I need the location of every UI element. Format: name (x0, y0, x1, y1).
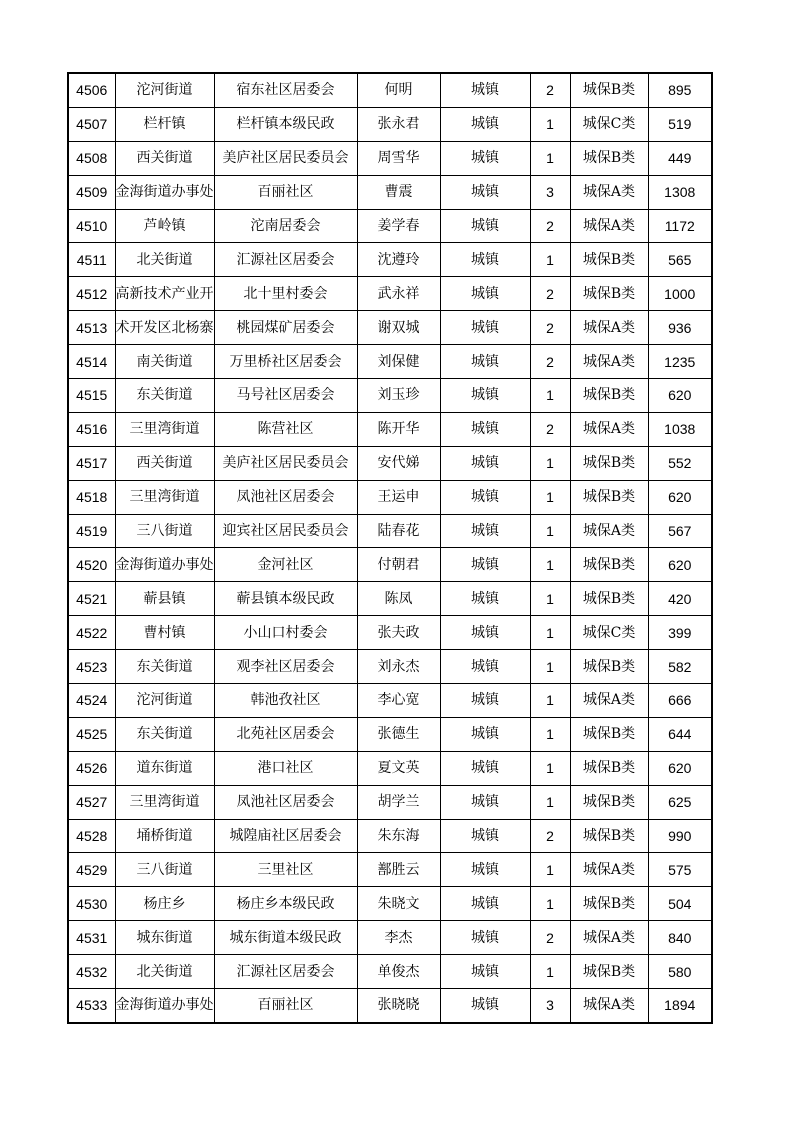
amount-cell: 580 (648, 955, 712, 989)
row-id-cell: 4525 (68, 717, 115, 751)
area-type-cell: 城镇 (440, 684, 530, 718)
household-count-cell: 2 (530, 73, 570, 107)
amount-cell: 1038 (648, 412, 712, 446)
community-cell: 马号社区居委会 (214, 379, 357, 413)
person-name-cell: 张永君 (357, 107, 440, 141)
category-cell: 城保A类 (570, 412, 648, 446)
row-id-cell: 4524 (68, 684, 115, 718)
person-name-cell: 何明 (357, 73, 440, 107)
community-cell: 北苑社区居委会 (214, 717, 357, 751)
category-cell: 城保A类 (570, 345, 648, 379)
amount-cell: 840 (648, 921, 712, 955)
amount-cell: 620 (648, 548, 712, 582)
table-row (68, 785, 712, 819)
area-type-cell: 城镇 (440, 107, 530, 141)
amount-cell: 990 (648, 819, 712, 853)
street-cell: 西关街道 (115, 446, 214, 480)
street-cell: 东关街道 (115, 379, 214, 413)
household-count-cell: 2 (530, 209, 570, 243)
category-cell: 城保C类 (570, 616, 648, 650)
person-name-cell: 武永祥 (357, 277, 440, 311)
category-cell: 城保B类 (570, 582, 648, 616)
street-cell: 术开发区北杨寨 (115, 311, 214, 345)
community-cell: 美庐社区居民委员会 (214, 446, 357, 480)
category-cell: 城保B类 (570, 379, 648, 413)
category-cell: 城保B类 (570, 243, 648, 277)
category-cell: 城保B类 (570, 751, 648, 785)
household-count-cell: 1 (530, 480, 570, 514)
area-type-cell: 城镇 (440, 311, 530, 345)
amount-cell: 1235 (648, 345, 712, 379)
community-cell: 美庐社区居民委员会 (214, 141, 357, 175)
community-cell: 三里社区 (214, 853, 357, 887)
community-cell: 城东街道本级民政 (214, 921, 357, 955)
household-count-cell: 3 (530, 175, 570, 209)
row-id-cell: 4507 (68, 107, 115, 141)
area-type-cell: 城镇 (440, 73, 530, 107)
category-cell: 城保A类 (570, 853, 648, 887)
person-name-cell: 张德生 (357, 717, 440, 751)
row-id-cell: 4506 (68, 73, 115, 107)
table-row (68, 277, 712, 311)
category-cell: 城保B类 (570, 141, 648, 175)
community-cell: 百丽社区 (214, 989, 357, 1023)
category-cell: 城保B类 (570, 650, 648, 684)
row-id-cell: 4519 (68, 514, 115, 548)
community-cell: 桃园煤矿居委会 (214, 311, 357, 345)
household-count-cell: 1 (530, 955, 570, 989)
street-cell: 三八街道 (115, 853, 214, 887)
row-id-cell: 4509 (68, 175, 115, 209)
category-cell: 城保B类 (570, 955, 648, 989)
household-count-cell: 2 (530, 819, 570, 853)
household-count-cell: 1 (530, 243, 570, 277)
person-name-cell: 朱东海 (357, 819, 440, 853)
person-name-cell: 陆春花 (357, 514, 440, 548)
household-count-cell: 1 (530, 582, 570, 616)
row-id-cell: 4531 (68, 921, 115, 955)
table-row (68, 548, 712, 582)
category-cell: 城保A类 (570, 209, 648, 243)
area-type-cell: 城镇 (440, 243, 530, 277)
person-name-cell: 胡学兰 (357, 785, 440, 819)
area-type-cell: 城镇 (440, 717, 530, 751)
row-id-cell: 4522 (68, 616, 115, 650)
community-cell: 百丽社区 (214, 175, 357, 209)
person-name-cell: 刘保健 (357, 345, 440, 379)
household-count-cell: 2 (530, 277, 570, 311)
amount-cell: 519 (648, 107, 712, 141)
row-id-cell: 4532 (68, 955, 115, 989)
community-cell: 汇源社区居委会 (214, 243, 357, 277)
area-type-cell: 城镇 (440, 141, 530, 175)
table-row (68, 379, 712, 413)
row-id-cell: 4515 (68, 379, 115, 413)
household-count-cell: 1 (530, 446, 570, 480)
street-cell: 东关街道 (115, 717, 214, 751)
household-count-cell: 1 (530, 785, 570, 819)
household-count-cell: 2 (530, 345, 570, 379)
table-row (68, 345, 712, 379)
person-name-cell: 鄯胜云 (357, 853, 440, 887)
person-name-cell: 张晓晓 (357, 989, 440, 1023)
household-count-cell: 1 (530, 853, 570, 887)
row-id-cell: 4510 (68, 209, 115, 243)
person-name-cell: 沈遵玲 (357, 243, 440, 277)
community-cell: 凤池社区居委会 (214, 785, 357, 819)
row-id-cell: 4528 (68, 819, 115, 853)
area-type-cell: 城镇 (440, 955, 530, 989)
amount-cell: 565 (648, 243, 712, 277)
row-id-cell: 4529 (68, 853, 115, 887)
table-row (68, 480, 712, 514)
household-count-cell: 1 (530, 887, 570, 921)
area-type-cell: 城镇 (440, 209, 530, 243)
table-row (68, 446, 712, 480)
street-cell: 埇桥街道 (115, 819, 214, 853)
person-name-cell: 单俊杰 (357, 955, 440, 989)
table-body (68, 73, 712, 1023)
street-cell: 三八街道 (115, 514, 214, 548)
household-count-cell: 1 (530, 751, 570, 785)
area-type-cell: 城镇 (440, 514, 530, 548)
category-cell: 城保B类 (570, 446, 648, 480)
table-row (68, 209, 712, 243)
area-type-cell: 城镇 (440, 548, 530, 582)
street-cell: 沱河街道 (115, 73, 214, 107)
community-cell: 北十里村委会 (214, 277, 357, 311)
table-row (68, 141, 712, 175)
amount-cell: 936 (648, 311, 712, 345)
person-name-cell: 朱晓文 (357, 887, 440, 921)
street-cell: 城东街道 (115, 921, 214, 955)
area-type-cell: 城镇 (440, 175, 530, 209)
person-name-cell: 陈开华 (357, 412, 440, 446)
community-cell: 蕲县镇本级民政 (214, 582, 357, 616)
street-cell: 沱河街道 (115, 684, 214, 718)
category-cell: 城保C类 (570, 107, 648, 141)
category-cell: 城保A类 (570, 684, 648, 718)
category-cell: 城保B类 (570, 480, 648, 514)
row-id-cell: 4527 (68, 785, 115, 819)
amount-cell: 449 (648, 141, 712, 175)
person-name-cell: 李杰 (357, 921, 440, 955)
area-type-cell: 城镇 (440, 379, 530, 413)
amount-cell: 666 (648, 684, 712, 718)
area-type-cell: 城镇 (440, 446, 530, 480)
row-id-cell: 4516 (68, 412, 115, 446)
household-count-cell: 1 (530, 107, 570, 141)
household-count-cell: 2 (530, 412, 570, 446)
category-cell: 城保A类 (570, 175, 648, 209)
street-cell: 西关街道 (115, 141, 214, 175)
category-cell: 城保B类 (570, 819, 648, 853)
row-id-cell: 4523 (68, 650, 115, 684)
community-cell: 杨庄乡本级民政 (214, 887, 357, 921)
community-cell: 港口社区 (214, 751, 357, 785)
category-cell: 城保A类 (570, 311, 648, 345)
community-cell: 观李社区居委会 (214, 650, 357, 684)
table-row (68, 616, 712, 650)
category-cell: 城保B类 (570, 548, 648, 582)
area-type-cell: 城镇 (440, 277, 530, 311)
person-name-cell: 张夫政 (357, 616, 440, 650)
amount-cell: 1308 (648, 175, 712, 209)
street-cell: 杨庄乡 (115, 887, 214, 921)
row-id-cell: 4526 (68, 751, 115, 785)
person-name-cell: 刘永杰 (357, 650, 440, 684)
table-row (68, 107, 712, 141)
category-cell: 城保B类 (570, 785, 648, 819)
table-row (68, 921, 712, 955)
community-cell: 宿东社区居委会 (214, 73, 357, 107)
household-count-cell: 1 (530, 717, 570, 751)
household-count-cell: 3 (530, 989, 570, 1023)
household-count-cell: 1 (530, 141, 570, 175)
table-row (68, 819, 712, 853)
street-cell: 北关街道 (115, 955, 214, 989)
row-id-cell: 4514 (68, 345, 115, 379)
person-name-cell: 谢双城 (357, 311, 440, 345)
area-type-cell: 城镇 (440, 989, 530, 1023)
amount-cell: 575 (648, 853, 712, 887)
table-row (68, 175, 712, 209)
amount-cell: 620 (648, 480, 712, 514)
table-row (68, 311, 712, 345)
table-row (68, 717, 712, 751)
row-id-cell: 4508 (68, 141, 115, 175)
street-cell: 高新技术产业开 (115, 277, 214, 311)
amount-cell: 582 (648, 650, 712, 684)
row-id-cell: 4513 (68, 311, 115, 345)
household-count-cell: 1 (530, 514, 570, 548)
amount-cell: 620 (648, 751, 712, 785)
household-count-cell: 1 (530, 379, 570, 413)
street-cell: 道东街道 (115, 751, 214, 785)
community-cell: 迎宾社区居民委员会 (214, 514, 357, 548)
street-cell: 金海街道办事处 (115, 989, 214, 1023)
community-cell: 城隍庙社区居委会 (214, 819, 357, 853)
row-id-cell: 4520 (68, 548, 115, 582)
community-cell: 沱南居委会 (214, 209, 357, 243)
household-count-cell: 1 (530, 684, 570, 718)
category-cell: 城保B类 (570, 717, 648, 751)
row-id-cell: 4511 (68, 243, 115, 277)
table-row (68, 514, 712, 548)
area-type-cell: 城镇 (440, 650, 530, 684)
table-row (68, 73, 712, 107)
table-row (68, 243, 712, 277)
household-count-cell: 2 (530, 921, 570, 955)
amount-cell: 620 (648, 379, 712, 413)
community-cell: 万里桥社区居委会 (214, 345, 357, 379)
area-type-cell: 城镇 (440, 887, 530, 921)
street-cell: 南关街道 (115, 345, 214, 379)
row-id-cell: 4530 (68, 887, 115, 921)
category-cell: 城保B类 (570, 887, 648, 921)
table-row (68, 955, 712, 989)
amount-cell: 504 (648, 887, 712, 921)
person-name-cell: 王运申 (357, 480, 440, 514)
amount-cell: 1894 (648, 989, 712, 1023)
area-type-cell: 城镇 (440, 480, 530, 514)
category-cell: 城保B类 (570, 277, 648, 311)
community-cell: 陈营社区 (214, 412, 357, 446)
area-type-cell: 城镇 (440, 921, 530, 955)
community-cell: 韩池孜社区 (214, 684, 357, 718)
amount-cell: 895 (648, 73, 712, 107)
area-type-cell: 城镇 (440, 616, 530, 650)
person-name-cell: 付朝君 (357, 548, 440, 582)
street-cell: 栏杆镇 (115, 107, 214, 141)
table-row (68, 853, 712, 887)
amount-cell: 399 (648, 616, 712, 650)
category-cell: 城保A类 (570, 921, 648, 955)
row-id-cell: 4518 (68, 480, 115, 514)
amount-cell: 644 (648, 717, 712, 751)
person-name-cell: 周雪华 (357, 141, 440, 175)
area-type-cell: 城镇 (440, 751, 530, 785)
amount-cell: 625 (648, 785, 712, 819)
table-row (68, 887, 712, 921)
person-name-cell: 夏文英 (357, 751, 440, 785)
row-id-cell: 4521 (68, 582, 115, 616)
amount-cell: 567 (648, 514, 712, 548)
person-name-cell: 安代娣 (357, 446, 440, 480)
community-cell: 小山口村委会 (214, 616, 357, 650)
area-type-cell: 城镇 (440, 819, 530, 853)
amount-cell: 1172 (648, 209, 712, 243)
person-name-cell: 陈凤 (357, 582, 440, 616)
row-id-cell: 4517 (68, 446, 115, 480)
table-row (68, 684, 712, 718)
street-cell: 三里湾街道 (115, 785, 214, 819)
area-type-cell: 城镇 (440, 345, 530, 379)
table-row (68, 650, 712, 684)
street-cell: 金海街道办事处 (115, 175, 214, 209)
street-cell: 北关街道 (115, 243, 214, 277)
table-row (68, 412, 712, 446)
community-cell: 汇源社区居委会 (214, 955, 357, 989)
street-cell: 蕲县镇 (115, 582, 214, 616)
row-id-cell: 4533 (68, 989, 115, 1023)
person-name-cell: 姜学春 (357, 209, 440, 243)
category-cell: 城保A类 (570, 514, 648, 548)
street-cell: 东关街道 (115, 650, 214, 684)
table-row (68, 582, 712, 616)
amount-cell: 1000 (648, 277, 712, 311)
community-cell: 栏杆镇本级民政 (214, 107, 357, 141)
person-name-cell: 刘玉珍 (357, 379, 440, 413)
table-row (68, 989, 712, 1023)
street-cell: 三里湾街道 (115, 480, 214, 514)
street-cell: 芦岭镇 (115, 209, 214, 243)
street-cell: 金海街道办事处 (115, 548, 214, 582)
area-type-cell: 城镇 (440, 785, 530, 819)
category-cell: 城保B类 (570, 73, 648, 107)
area-type-cell: 城镇 (440, 853, 530, 887)
household-count-cell: 2 (530, 311, 570, 345)
records-table (67, 72, 713, 1024)
street-cell: 曹村镇 (115, 616, 214, 650)
row-id-cell: 4512 (68, 277, 115, 311)
amount-cell: 552 (648, 446, 712, 480)
community-cell: 金河社区 (214, 548, 357, 582)
person-name-cell: 曹震 (357, 175, 440, 209)
area-type-cell: 城镇 (440, 582, 530, 616)
street-cell: 三里湾街道 (115, 412, 214, 446)
community-cell: 凤池社区居委会 (214, 480, 357, 514)
household-count-cell: 1 (530, 548, 570, 582)
table-row (68, 751, 712, 785)
category-cell: 城保A类 (570, 989, 648, 1023)
amount-cell: 420 (648, 582, 712, 616)
person-name-cell: 李心宽 (357, 684, 440, 718)
area-type-cell: 城镇 (440, 412, 530, 446)
household-count-cell: 1 (530, 650, 570, 684)
household-count-cell: 1 (530, 616, 570, 650)
